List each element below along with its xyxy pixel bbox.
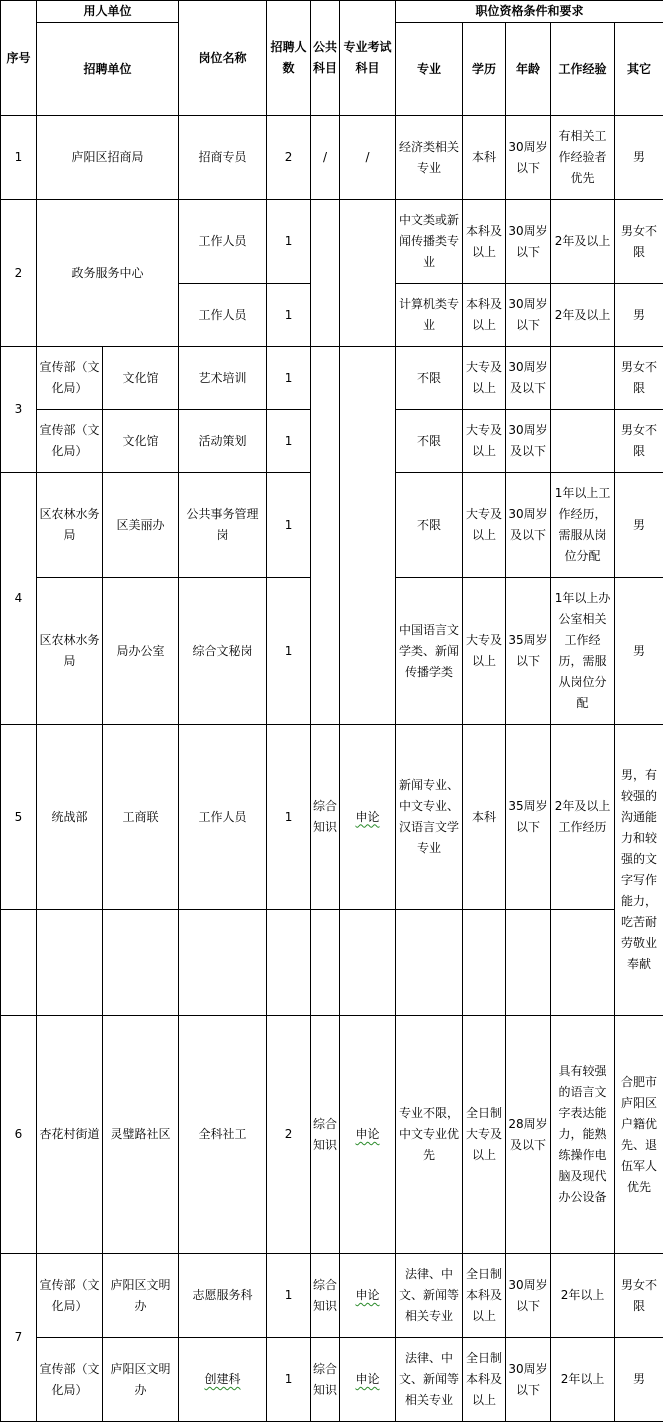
public-subject-cell: 综合知识 xyxy=(311,725,340,910)
experience-cell: 具有较强的语言文字表达能力，能熟练操作电脑及现代办公设备 xyxy=(551,1016,615,1254)
other-cell: 男女不限 xyxy=(615,200,663,284)
unit-sub-cell: 灵璧路社区 xyxy=(103,1016,179,1254)
prof-subject-text: 申论 xyxy=(356,810,380,824)
age-cell: 28周岁及以下 xyxy=(506,1016,551,1254)
prof-subject-cell: / xyxy=(340,116,396,200)
public-subject-cell: 综合知识 xyxy=(311,1016,340,1254)
age-cell: 30周岁以下 xyxy=(506,116,551,200)
prof-subject-text: 申论 xyxy=(356,1288,380,1302)
other-cell: 男 xyxy=(615,284,663,347)
major-cell: 不限 xyxy=(396,347,463,410)
unit-cell: 庐阳区招商局 xyxy=(37,116,179,200)
unit-sub-cell: 文化馆 xyxy=(103,410,179,473)
table-row xyxy=(1,1016,663,1254)
count-cell: 1 xyxy=(267,578,311,725)
table-row xyxy=(1,1254,663,1338)
education-cell: 本科及以上 xyxy=(463,200,506,284)
position-cell: 工作人员 xyxy=(179,284,267,347)
prof-subject-cell xyxy=(340,347,396,725)
count-cell: 1 xyxy=(267,473,311,578)
count-cell: 1 xyxy=(267,200,311,284)
count-cell: 1 xyxy=(267,1338,311,1422)
header-public-subject: 公共科目 xyxy=(311,1,340,116)
unit-dept-cell: 宣传部（文化局） xyxy=(37,410,103,473)
age-cell: 30周岁及以下 xyxy=(506,473,551,578)
count-cell: 1 xyxy=(267,284,311,347)
position-cell: 招商专员 xyxy=(179,116,267,200)
other-cell: 男女不限 xyxy=(615,1254,663,1338)
other-cell: 合肥市庐阳区户籍优先、退伍军人优先 xyxy=(615,1016,663,1254)
unit-sub-cell: 文化馆 xyxy=(103,347,179,410)
public-subject-cell xyxy=(311,347,340,725)
seq-cell: 5 xyxy=(1,725,37,910)
age-cell: 30周岁及以下 xyxy=(506,410,551,473)
prof-subject-cell xyxy=(340,1016,396,1254)
unit-sub-cell: 庐阳区文明办 xyxy=(103,1254,179,1338)
seq-cell: 3 xyxy=(1,347,37,473)
table-row xyxy=(1,725,663,910)
position-cell: 工作人员 xyxy=(179,200,267,284)
position-cell xyxy=(179,1338,267,1422)
education-cell: 大专及以上 xyxy=(463,410,506,473)
header-employer-group: 用人单位 xyxy=(37,1,179,23)
header-education: 学历 xyxy=(463,23,506,116)
other-cell: 男 xyxy=(615,473,663,578)
education-cell: 全日制本科及以上 xyxy=(463,1254,506,1338)
prof-subject-text: 申论 xyxy=(356,1372,380,1386)
unit-sub-cell: 工商联 xyxy=(103,725,179,910)
age-cell: 35周岁以下 xyxy=(506,578,551,725)
seq-cell: 4 xyxy=(1,473,37,725)
unit-dept-cell: 统战部 xyxy=(37,725,103,910)
prof-subject-text: 申论 xyxy=(356,1127,380,1141)
major-cell: 中文类或新闻传播类专业 xyxy=(396,200,463,284)
education-cell: 全日制大专及以上 xyxy=(463,1016,506,1254)
public-subject-cell: 综合知识 xyxy=(311,1338,340,1422)
count-cell: 1 xyxy=(267,1254,311,1338)
position-cell: 综合文秘岗 xyxy=(179,578,267,725)
unit-dept-cell: 宣传部（文化局） xyxy=(37,347,103,410)
unit-sub-cell: 区美丽办 xyxy=(103,473,179,578)
position-text: 创建科 xyxy=(205,1372,241,1386)
other-cell: 男 xyxy=(615,578,663,725)
other-cell: 男女不限 xyxy=(615,410,663,473)
prof-subject-cell xyxy=(340,1254,396,1338)
major-cell: 不限 xyxy=(396,473,463,578)
education-cell: 本科 xyxy=(463,725,506,910)
table-row xyxy=(1,1338,663,1422)
education-cell: 本科及以上 xyxy=(463,284,506,347)
count-cell: 1 xyxy=(267,410,311,473)
header-qual-group: 职位资格条件和要求 xyxy=(396,1,663,23)
header-prof-subject: 专业考试科目 xyxy=(340,1,396,116)
age-cell: 30周岁以下 xyxy=(506,284,551,347)
position-cell: 工作人员 xyxy=(179,725,267,910)
experience-cell: 1年以上办公室相关工作经历，需服从岗位分配 xyxy=(551,578,615,725)
experience-cell: 2年及以上工作经历 xyxy=(551,725,615,910)
count-cell: 2 xyxy=(267,116,311,200)
count-cell: 1 xyxy=(267,725,311,910)
unit-sub-cell: 局办公室 xyxy=(103,578,179,725)
header-recruit-unit: 招聘单位 xyxy=(37,23,179,116)
experience-cell: 2年及以上 xyxy=(551,284,615,347)
education-cell: 大专及以上 xyxy=(463,578,506,725)
public-subject-cell: 综合知识 xyxy=(311,1254,340,1338)
header-position-name: 岗位名称 xyxy=(179,1,267,116)
education-cell: 大专及以上 xyxy=(463,347,506,410)
header-age: 年龄 xyxy=(506,23,551,116)
header-seq: 序号 xyxy=(1,1,37,116)
unit-dept-cell: 杏花村街道 xyxy=(37,1016,103,1254)
seq-cell: 6 xyxy=(1,1016,37,1254)
unit-cell: 政务服务中心 xyxy=(37,200,179,347)
prof-subject-cell xyxy=(340,725,396,910)
experience-cell: 2年及以上 xyxy=(551,200,615,284)
experience-cell: 2年以上 xyxy=(551,1338,615,1422)
table-row xyxy=(1,200,663,284)
seq-cell: 1 xyxy=(1,116,37,200)
prof-subject-cell xyxy=(340,1338,396,1422)
header-headcount: 招聘人数 xyxy=(267,1,311,116)
prof-subject-cell xyxy=(340,200,396,347)
unit-dept-cell: 区农林水务局 xyxy=(37,578,103,725)
unit-dept-cell: 宣传部（文化局） xyxy=(37,1338,103,1422)
public-subject-cell: / xyxy=(311,116,340,200)
table-row xyxy=(1,347,663,410)
header-experience: 工作经验 xyxy=(551,23,615,116)
seq-cell: 7 xyxy=(1,1254,37,1422)
major-cell: 法律、中文、新闻等相关专业 xyxy=(396,1338,463,1422)
other-cell: 男女不限 xyxy=(615,347,663,410)
table-row xyxy=(1,116,663,200)
age-cell: 35周岁以下 xyxy=(506,725,551,910)
unit-dept-cell: 宣传部（文化局） xyxy=(37,1254,103,1338)
education-cell: 全日制本科及以上 xyxy=(463,1338,506,1422)
experience-cell: 有相关工作经验者优先 xyxy=(551,116,615,200)
other-cell: 男 xyxy=(615,116,663,200)
experience-cell: 2年以上 xyxy=(551,1254,615,1338)
major-cell: 不限 xyxy=(396,410,463,473)
age-cell: 30周岁以下 xyxy=(506,200,551,284)
position-cell: 全科社工 xyxy=(179,1016,267,1254)
major-cell: 计算机类专业 xyxy=(396,284,463,347)
seq-cell: 2 xyxy=(1,200,37,347)
major-cell: 专业不限，中文专业优先 xyxy=(396,1016,463,1254)
header-major: 专业 xyxy=(396,23,463,116)
major-cell: 经济类相关专业 xyxy=(396,116,463,200)
unit-sub-cell: 庐阳区文明办 xyxy=(103,1338,179,1422)
experience-cell: 1年以上工作经历，需服从岗位分配 xyxy=(551,473,615,578)
other-cell: 男，有较强的沟通能力和较强的文字写作能力，吃苦耐劳敬业奉献 xyxy=(615,725,663,1016)
public-subject-cell xyxy=(311,200,340,347)
age-cell: 30周岁以下 xyxy=(506,1338,551,1422)
experience-cell xyxy=(551,347,615,410)
position-cell: 活动策划 xyxy=(179,410,267,473)
position-cell: 志愿服务科 xyxy=(179,1254,267,1338)
experience-cell xyxy=(551,410,615,473)
position-cell: 公共事务管理岗 xyxy=(179,473,267,578)
major-cell: 法律、中文、新闻等相关专业 xyxy=(396,1254,463,1338)
education-cell: 本科 xyxy=(463,116,506,200)
header-other: 其它 xyxy=(615,23,663,116)
age-cell: 30周岁及以下 xyxy=(506,347,551,410)
table-row-continuation xyxy=(1,910,663,1016)
age-cell: 30周岁以下 xyxy=(506,1254,551,1338)
major-cell: 新闻专业、中文专业、汉语言文学专业 xyxy=(396,725,463,910)
unit-dept-cell: 区农林水务局 xyxy=(37,473,103,578)
major-cell: 中国语言文学类、新闻传播学类 xyxy=(396,578,463,725)
other-cell: 男 xyxy=(615,1338,663,1422)
count-cell: 1 xyxy=(267,347,311,410)
count-cell: 2 xyxy=(267,1016,311,1254)
education-cell: 大专及以上 xyxy=(463,473,506,578)
position-cell: 艺术培训 xyxy=(179,347,267,410)
